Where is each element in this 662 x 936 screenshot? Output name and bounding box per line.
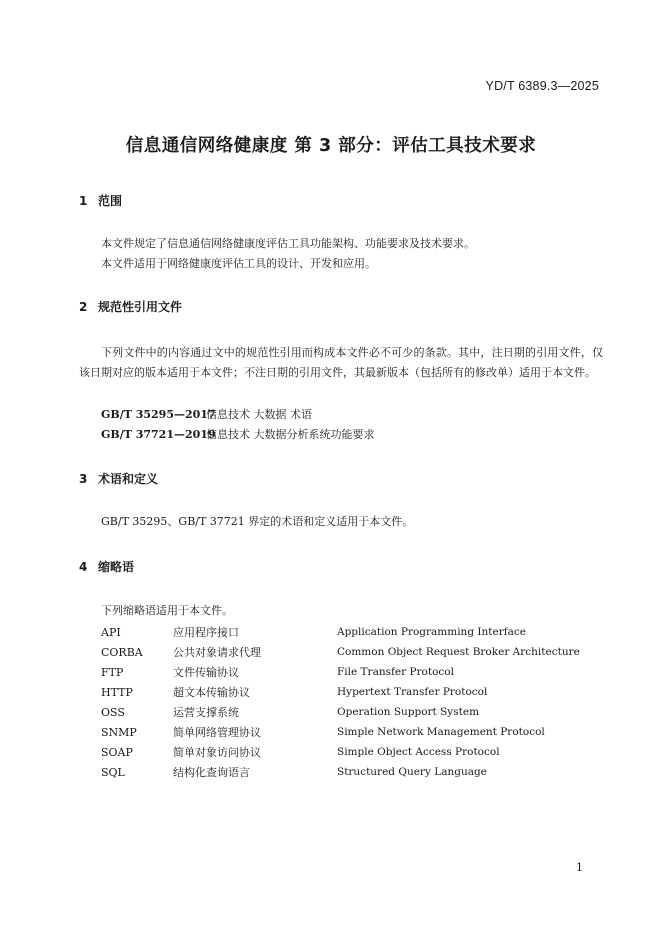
abbreviation-chinese: 应用程序接口 — [173, 626, 239, 639]
abbreviation-chinese: 文件传输协议 — [173, 666, 239, 679]
document-code: YD/T 6389.3—2025 — [485, 79, 599, 93]
abbreviation: SNMP — [101, 725, 137, 739]
table-row — [101, 642, 580, 662]
normative-intro-paragraph: 下列文件中的内容通过文中的规范性引用而构成本文件必不可少的条款。其中，注日期的引用文件，仅该日期对应的版本适用于本文件；不注日期的引用文件，其最新版本（包括所有的修改单）适用于本文件。 — [79, 346, 603, 379]
abbreviation: SOAP — [101, 745, 133, 759]
terms-paragraph: GB/T 35295、GB/T 37721 界定的术语和定义适用于本文件。 — [101, 515, 414, 528]
section-heading-abbreviations — [79, 558, 134, 575]
abbreviation-english: Common Object Request Broker Architecture — [337, 646, 580, 658]
table-row — [101, 662, 580, 682]
abbreviation-chinese: 简单网络管理协议 — [173, 726, 261, 739]
abbreviation-english: Simple Network Management Protocol — [337, 726, 545, 738]
section-title: 规范性引用文件 — [98, 300, 183, 314]
scope-paragraph-2: 本文件适用于网络健康度评估工具的设计、开发和应用。 — [101, 257, 376, 270]
abbreviation-english: Simple Object Access Protocol — [337, 746, 500, 758]
section-number: 4 — [79, 560, 88, 574]
reference-title: 信息技术 大数据分析系统功能要求 — [206, 428, 375, 441]
section-number: 1 — [79, 194, 88, 208]
abbreviations-intro: 下列缩略语适用于本文件。 — [101, 604, 233, 617]
page-number: 1 — [576, 861, 583, 874]
abbreviations-table — [101, 622, 580, 782]
abbreviation-english: Hypertext Transfer Protocol — [337, 686, 488, 698]
reference-id: GB/T 35295—2017 — [101, 408, 216, 421]
abbreviation-english: File Transfer Protocol — [337, 666, 454, 678]
abbreviation: API — [101, 625, 121, 639]
abbreviation-english: Operation Support System — [337, 706, 480, 718]
table-row — [101, 702, 580, 722]
abbreviation: FTP — [101, 665, 124, 679]
abbreviation: HTTP — [101, 685, 133, 699]
abbreviation-chinese: 运营支撑系统 — [173, 706, 239, 719]
table-row — [101, 742, 580, 762]
section-heading-terms — [79, 470, 158, 487]
abbreviation-english: Application Programming Interface — [337, 626, 526, 638]
abbreviation-chinese: 超文本传输协议 — [173, 686, 250, 699]
section-number: 3 — [79, 472, 88, 486]
abbreviation-chinese: 公共对象请求代理 — [173, 646, 261, 659]
abbreviation-chinese: 简单对象访问协议 — [173, 746, 261, 759]
table-row — [101, 682, 580, 702]
section-heading-scope — [79, 192, 122, 209]
table-row — [101, 762, 580, 782]
table-row — [101, 722, 580, 742]
abbreviation: OSS — [101, 705, 125, 719]
reference-id: GB/T 37721—2019 — [101, 428, 216, 441]
section-title: 缩略语 — [98, 560, 135, 574]
abbreviation-english: Structured Query Language — [337, 766, 487, 778]
abbreviation: SQL — [101, 765, 125, 779]
section-heading-normative-references — [79, 298, 182, 315]
reference-item — [101, 426, 375, 442]
section-number: 2 — [79, 300, 88, 314]
page-title: 信息通信网络健康度 第 3 部分：评估工具技术要求 — [125, 136, 537, 156]
abbreviation: CORBA — [101, 645, 143, 659]
section-title: 范围 — [98, 194, 123, 208]
reference-item — [101, 406, 312, 422]
scope-paragraph-1: 本文件规定了信息通信网络健康度评估工具功能架构、功能要求及技术要求。 — [101, 237, 475, 250]
section-title: 术语和定义 — [98, 472, 159, 486]
reference-title: 信息技术 大数据 术语 — [206, 408, 312, 421]
abbreviation-chinese: 结构化查询语言 — [173, 766, 250, 779]
table-row — [101, 622, 580, 642]
